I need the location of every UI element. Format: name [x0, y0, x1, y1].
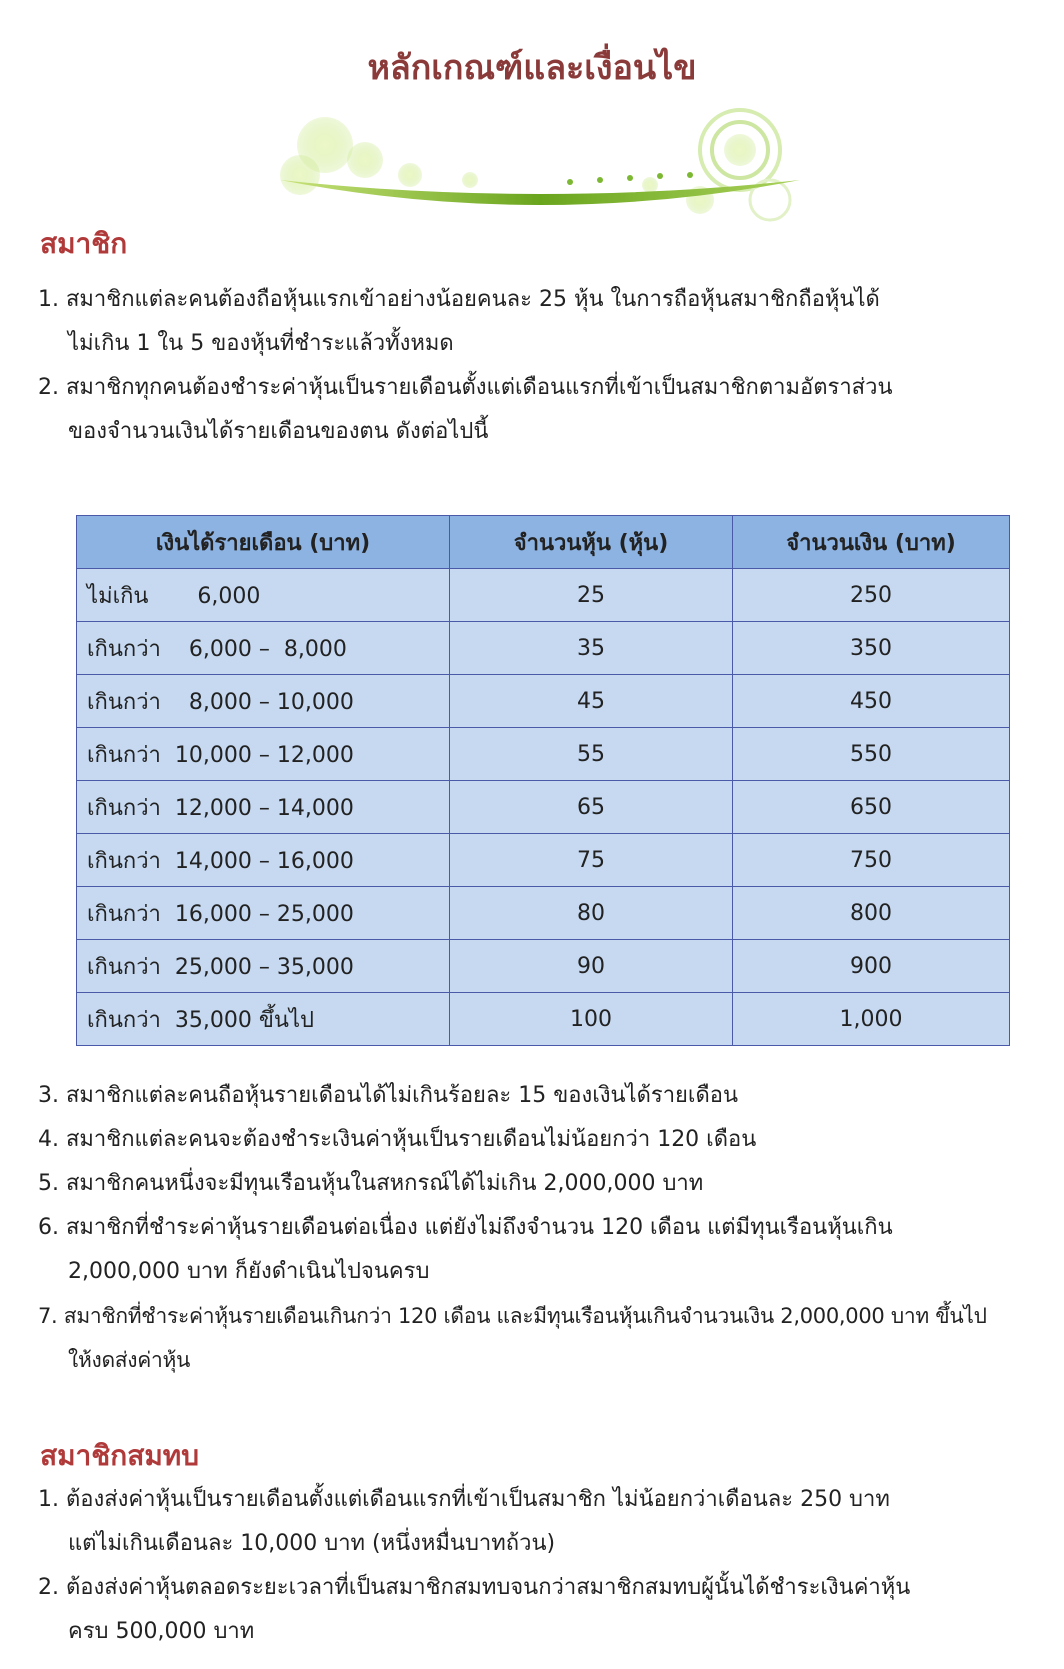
member-item-7-line2: ให้งดส่งค่าหุ้น	[68, 1348, 191, 1372]
share-amount: 900	[733, 940, 1010, 993]
member-item-1-line1: 1. สมาชิกแต่ละคนต้องถือหุ้นแรกเข้าอย่างน้อยคนละ 25 หุ้น ในการถือหุ้นสมาชิกถือหุ้นได้	[38, 287, 880, 312]
share-amount: 550	[733, 728, 1010, 781]
table-row	[77, 834, 1010, 887]
member-item-5-line1: 5. สมาชิกคนหนึ่งจะมีทุนเรือนหุ้นในสหกรณ์ได้ไม่เกิน 2,000,000 บาท	[38, 1171, 704, 1196]
share-amount: 1,000	[733, 993, 1010, 1046]
table-row	[77, 728, 1010, 781]
income-range: เกินกว่า 10,000 – 12,000	[77, 728, 450, 781]
share-amount: 250	[733, 569, 1010, 622]
income-range: เกินกว่า 25,000 – 35,000	[77, 940, 450, 993]
member-item-4	[38, 1118, 1028, 1162]
share-count: 75	[450, 834, 733, 887]
member-item-2-line2: ของจำนวนเงินได้รายเดือนของตน ดังต่อไปนี้	[68, 419, 489, 444]
member-item-2	[38, 366, 1028, 454]
table-header-row	[77, 516, 1010, 569]
table-row	[77, 887, 1010, 940]
member-item-1	[38, 278, 1028, 366]
share-amount: 450	[733, 675, 1010, 728]
share-count: 25	[450, 569, 733, 622]
table-row	[77, 940, 1010, 993]
share-count: 45	[450, 675, 733, 728]
table-row	[77, 622, 1010, 675]
share-amount: 350	[733, 622, 1010, 675]
page-title: หลักเกณฑ์และเงื่อนไข	[367, 48, 697, 88]
share-count: 35	[450, 622, 733, 675]
member-item-5	[38, 1162, 1028, 1206]
share-count: 80	[450, 887, 733, 940]
header-income: เงินได้รายเดือน (บาท)	[77, 516, 450, 569]
member-item-6-line1: 6. สมาชิกที่ชำระค่าหุ้นรายเดือนต่อเนื่อง แต่ยังไม่ถึงจำนวน 120 เดือน แต่มีทุนเรือนหุ้นเกิน	[38, 1215, 893, 1240]
share-count: 90	[450, 940, 733, 993]
income-range: เกินกว่า 12,000 – 14,000	[77, 781, 450, 834]
table-row	[77, 675, 1010, 728]
member-item-1-line2: ไม่เกิน 1 ใน 5 ของหุ้นที่ชำระแล้วทั้งหมด	[68, 331, 454, 356]
associate-item-2-line2: ครบ 500,000 บาท	[68, 1619, 255, 1644]
share-amount: 650	[733, 781, 1010, 834]
associate-item-2	[38, 1566, 1028, 1654]
share-amount: 750	[733, 834, 1010, 887]
member-item-6	[38, 1206, 1028, 1294]
member-item-4-line1: 4. สมาชิกแต่ละคนจะต้องชำระเงินค่าหุ้นเป็นรายเดือนไม่น้อยกว่า 120 เดือน	[38, 1127, 757, 1152]
share-rate-table	[76, 515, 1010, 1046]
table-row	[77, 781, 1010, 834]
associate-item-2-line1: 2. ต้องส่งค่าหุ้นตลอดระยะเวลาที่เป็นสมาชิกสมทบจนกว่าสมาชิกสมทบผู้นั้นได้ชำระเงินค่าหุ้น	[38, 1575, 911, 1600]
income-range: เกินกว่า 14,000 – 16,000	[77, 834, 450, 887]
decorative-banner-image	[270, 100, 810, 240]
share-count: 65	[450, 781, 733, 834]
member-item-7	[38, 1294, 1028, 1382]
member-item-7-line1: 7. สมาชิกที่ชำระค่าหุ้นรายเดือนเกินกว่า 120 เดือน และมีทุนเรือนหุ้นเกินจำนวนเงิน 2,000,000 บาท ขึ้นไป	[38, 1304, 987, 1328]
member-item-3-line1: 3. สมาชิกแต่ละคนถือหุ้นรายเดือนได้ไม่เกินร้อยละ 15 ของเงินได้รายเดือน	[38, 1083, 738, 1108]
income-range: เกินกว่า 16,000 – 25,000	[77, 887, 450, 940]
header-amount: จำนวนเงิน (บาท)	[733, 516, 1010, 569]
section-heading-associate: สมาชิกสมทบ	[40, 1439, 200, 1472]
member-item-3	[38, 1074, 1028, 1118]
header-shares: จำนวนหุ้น (หุ้น)	[450, 516, 733, 569]
table-row	[77, 993, 1010, 1046]
member-item-2-line1: 2. สมาชิกทุกคนต้องชำระค่าหุ้นเป็นรายเดือนตั้งแต่เดือนแรกที่เข้าเป็นสมาชิกตามอัตราส่วน	[38, 375, 893, 400]
associate-item-1	[38, 1478, 1028, 1566]
member-item-6-line2: 2,000,000 บาท ก็ยังดำเนินไปจนครบ	[68, 1259, 430, 1284]
table-row	[77, 569, 1010, 622]
income-range: เกินกว่า 6,000 – 8,000	[77, 622, 450, 675]
income-range: ไม่เกิน 6,000	[77, 569, 450, 622]
income-range: เกินกว่า 35,000 ขึ้นไป	[77, 993, 450, 1046]
associate-item-1-line1: 1. ต้องส่งค่าหุ้นเป็นรายเดือนตั้งแต่เดือนแรกที่เข้าเป็นสมาชิก ไม่น้อยกว่าเดือนละ 250 บาท	[38, 1487, 890, 1512]
share-amount: 800	[733, 887, 1010, 940]
share-count: 55	[450, 728, 733, 781]
associate-item-1-line2: แต่ไม่เกินเดือนละ 10,000 บาท (หนึ่งหมื่นบาทถ้วน)	[68, 1531, 556, 1556]
section-heading-member: สมาชิก	[40, 227, 128, 260]
share-count: 100	[450, 993, 733, 1046]
income-range: เกินกว่า 8,000 – 10,000	[77, 675, 450, 728]
